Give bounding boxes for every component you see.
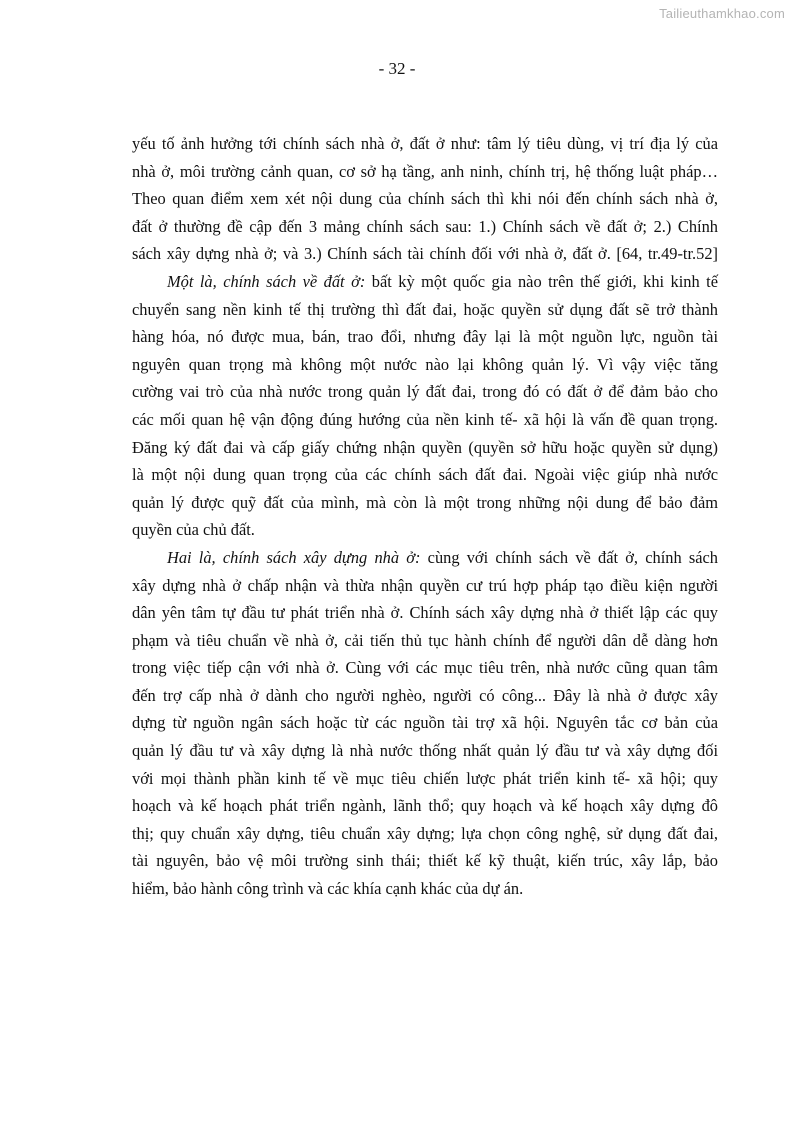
text-line: hoạch và kế hoạch phát triển ngành, lãnh thổ; quy hoạch và kế hoạch xây dựng đô [132, 796, 718, 816]
text-line: xây dựng nhà ở chấp nhận và thừa nhận quyền cư trú hợp pháp tạo điều kiện người [132, 575, 718, 595]
text-run: bất kỳ một quốc gia nào trên thế giới, khi kinh tế [365, 271, 719, 291]
text-line: quyền của chủ đất. [132, 520, 255, 540]
text-line [132, 544, 718, 572]
text-line: cường vai trò của nhà nước trong quản lý đất đai, trong đó có đất ở để đảm bảo cho [132, 382, 718, 402]
text-line: tài nguyên, bảo vệ môi trường sinh thái; thiết kế kỹ thuật, kiến trúc, xây lắp, bảo [132, 851, 718, 871]
text-line: nguyên quan trọng mà không một nước nào lại không quản lý. Vì vậy việc tăng [132, 354, 718, 374]
paragraph-lead: Một là, chính sách về đất ở: [167, 271, 366, 291]
body-text [132, 130, 718, 903]
text-line: dựng từ nguồn ngân sách hoặc từ các nguồn tài trợ xã hội. Nguyên tắc cơ bản của [132, 713, 718, 733]
text-line: nhà ở, môi trường cảnh quan, cơ sở hạ tầng, anh ninh, chính trị, hệ thống luật pháp… [132, 161, 718, 181]
text-line: đất ở thường đề cập đến 3 mảng chính sách sau: 1.) Chính sách về đất ở; 2.) Chính [132, 216, 718, 236]
text-line: dân yên tâm tự đầu tư phát triển nhà ở. Chính sách xây dựng nhà ở thiết lập các quy [132, 603, 718, 623]
text-line: chuyển sang nền kinh tế thị trường thì đất đai, hoặc quyền sử dụng đất sẽ trở thành [132, 299, 718, 319]
paragraph [132, 268, 718, 544]
text-line: các mối quan hệ vận động đúng hướng của nền kinh tế- xã hội là vấn đề quan trọng. [132, 409, 718, 429]
paragraph-lead: Hai là, chính sách xây dựng nhà ở: [167, 547, 421, 567]
paragraph [132, 544, 718, 903]
text-line: yếu tố ảnh hưởng tới chính sách nhà ở, đất ở như: tâm lý tiêu dùng, vị trí địa lý của [132, 134, 718, 153]
text-line [132, 268, 718, 296]
text-line: với mọi thành phần kinh tế về mục tiêu chiến lược phát triển kinh tế- xã hội; quy [132, 768, 718, 788]
text-line: sách xây dựng nhà ở; và 3.) Chính sách tài chính đối với nhà ở, đất ở. [64, tr.49-tr.52] [132, 244, 718, 264]
text-line: đến trợ cấp nhà ở dành cho người nghèo, người có công... Đây là nhà ở được xây [132, 685, 718, 705]
text-line: là một nội dung quan trọng của các chính sách đất đai. Ngoài việc giúp nhà nước [132, 465, 718, 485]
text-line: thị; quy chuẩn xây dựng, tiêu chuẩn xây dựng; lựa chọn công nghệ, sử dụng đất đai, [132, 823, 718, 843]
page-number: - 32 - [378, 59, 416, 78]
text-line: phạm và tiêu chuẩn về nhà ở, cải tiến thủ tục hành chính để người dân dễ dàng hơn [132, 630, 718, 650]
text-line: Theo quan điểm xem xét nội dung của chính sách thì khi nói đến chính sách nhà ở, [132, 189, 718, 209]
paragraph [132, 130, 718, 268]
text-line: quản lý đầu tư và xây dựng là nhà nước thống nhất quản lý đầu tư và xây dựng đối [132, 741, 718, 761]
text-line: hàng hóa, nó được mua, bán, trao đổi, nhưng đây lại là một nguồn lực, nguồn tài [132, 327, 718, 347]
watermark: Tailieuthamkhao.com [659, 6, 785, 21]
text-line: hiểm, bảo hành công trình và các khía cạnh khác của dự án. [132, 879, 524, 899]
text-line: Đăng ký đất đai và cấp giấy chứng nhận quyền (quyền sở hữu hoặc quyền sử dụng) [132, 437, 718, 457]
text-run: cùng với chính sách về đất ở, chính sách [420, 547, 718, 567]
text-line: quản lý được quỹ đất của mình, mà còn là một trong những nội dung để bảo đảm [132, 492, 718, 512]
text-line: trong việc tiếp cận với nhà ở. Cùng với các mục tiêu trên, nhà nước cũng quan tâm [132, 658, 718, 678]
